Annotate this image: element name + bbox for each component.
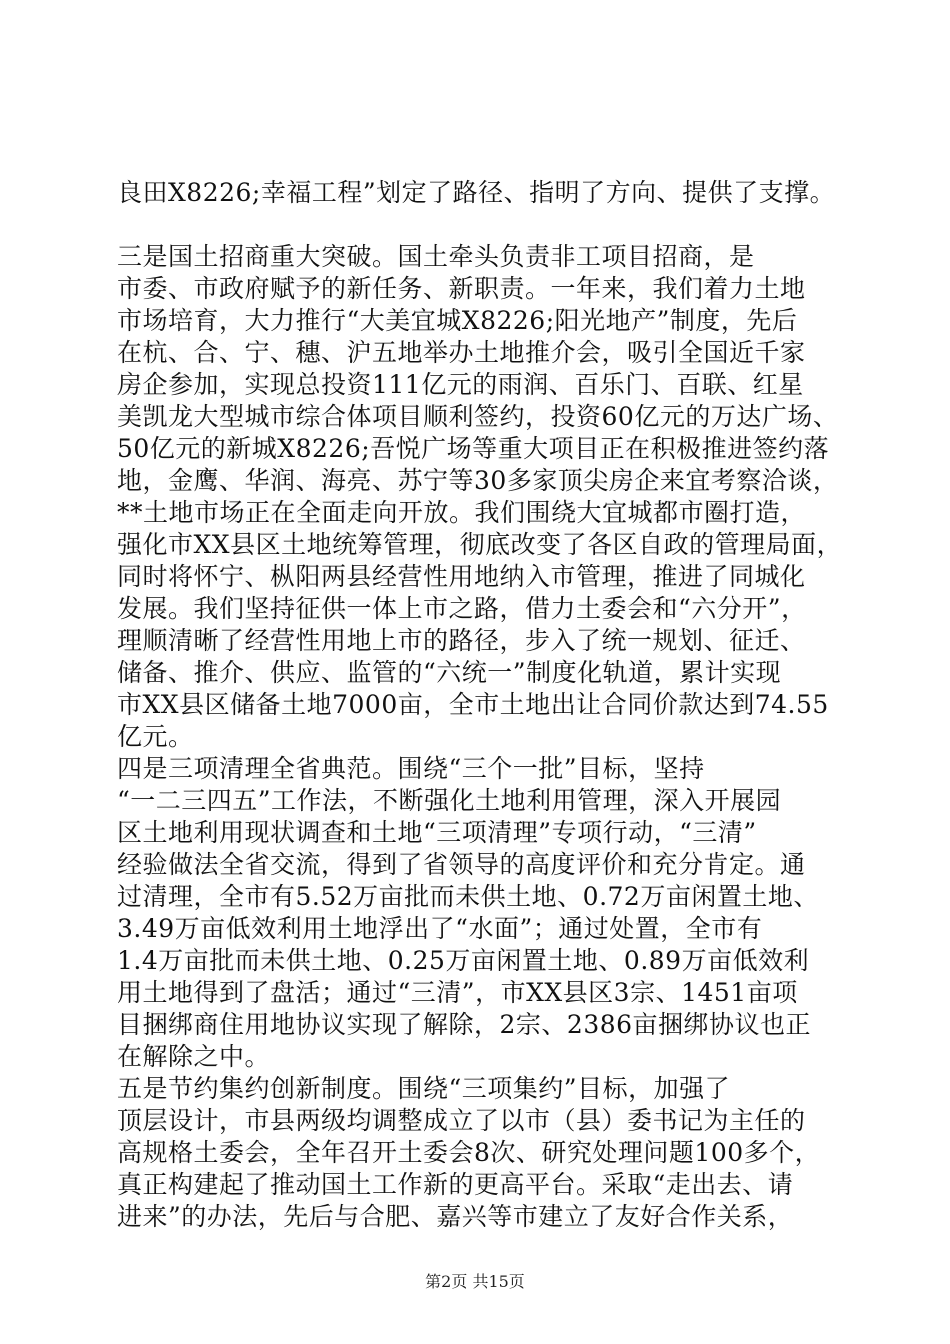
- text-line: 理顺清晰了经营性用地上市的路径，步入了统一规划、征迁、: [117, 626, 806, 655]
- text-line: 3.49万亩低效利用土地浮出了“水面”；通过处置，全市有: [117, 914, 763, 943]
- text-line: 市XX县区储备土地7000亩，全市土地出让合同价款达到74.55: [117, 690, 829, 719]
- text-line: 发展。我们坚持征供一体上市之路，借力土委会和“六分开”，: [117, 594, 807, 623]
- text-line: 在杭、合、宁、穗、沪五地举办土地推介会，吸引全国近千家: [117, 338, 806, 367]
- text-line: 同时将怀宁、枞阳两县经营性用地纳入市管理，推进了同城化: [117, 562, 806, 591]
- text-line: 储备、推介、供应、监管的“六统一”制度化轨道，累计实现: [117, 658, 782, 687]
- text-line: 用土地得到了盘活；通过“三清”，市XX县区3宗、1451亩项: [117, 978, 798, 1007]
- text-line: 进来”的办法，先后与合肥、嘉兴等市建立了友好合作关系，: [117, 1202, 794, 1231]
- text-line: 五是节约集约创新制度。围绕“三项集约”目标，加强了: [117, 1074, 731, 1103]
- page-number: 第2页 共15页: [425, 1272, 525, 1291]
- text-line: 良田X8226;幸福工程”划定了路径、指明了方向、提供了支撑。: [117, 178, 836, 207]
- text-line: 高规格土委会，全年召开土委会8次、研究处理问题100多个，: [117, 1138, 821, 1167]
- text-line: 经验做法全省交流，得到了省领导的高度评价和充分肯定。通: [117, 850, 806, 879]
- text-line: 三是国土招商重大突破。国土牵头负责非工项目招商，是: [117, 242, 755, 271]
- text-line: “一二三四五”工作法，不断强化土地利用管理，深入开展园: [117, 786, 782, 815]
- text-line: 真正构建起了推动国土工作新的更高平台。采取“走出去、请: [117, 1170, 794, 1199]
- text-line: 目捆绑商住用地协议实现了解除，2宗、2386亩捆绑协议也正: [117, 1010, 812, 1039]
- text-line: 区土地利用现状调查和土地“三项清理”专项行动，“三清”: [117, 818, 757, 847]
- text-line: 强化市XX县区土地统筹管理，彻底改变了各区自政的管理局面，: [117, 530, 843, 559]
- text-line: 亿元。: [117, 722, 194, 751]
- text-line: 顶层设计，市县两级均调整成立了以市（县）委书记为主任的: [117, 1106, 806, 1135]
- text-line: 50亿元的新城X8226;吾悦广场等重大项目正在积极推进签约落: [117, 434, 830, 463]
- text-line: 四是三项清理全省典范。围绕“三个一批”目标，坚持: [117, 754, 705, 783]
- text-line: 1.4万亩批而未供土地、0.25万亩闲置土地、0.89万亩低效利: [117, 946, 810, 975]
- text-line: 房企参加，实现总投资111亿元的雨润、百乐门、百联、红星: [117, 370, 804, 399]
- text-line: 过清理，全市有5.52万亩批而未供土地、0.72万亩闲置土地、: [117, 882, 819, 911]
- text-line: 在解除之中。: [117, 1042, 271, 1071]
- text-line: 市委、市政府赋予的新任务、新职责。一年来，我们着力土地: [117, 274, 806, 303]
- text-line: 市场培育，大力推行“大美宜城X8226;阳光地产”制度，先后: [117, 306, 798, 335]
- text-line: **土地市场正在全面走向开放。我们围绕大宜城都市圈打造，: [117, 498, 807, 527]
- text-line: 地，金鹰、华润、海亮、苏宁等30多家顶尖房企来宜考察洽谈，: [117, 466, 839, 495]
- text-line: 美凯龙大型城市综合体项目顺利签约，投资60亿元的万达广场、: [117, 402, 839, 431]
